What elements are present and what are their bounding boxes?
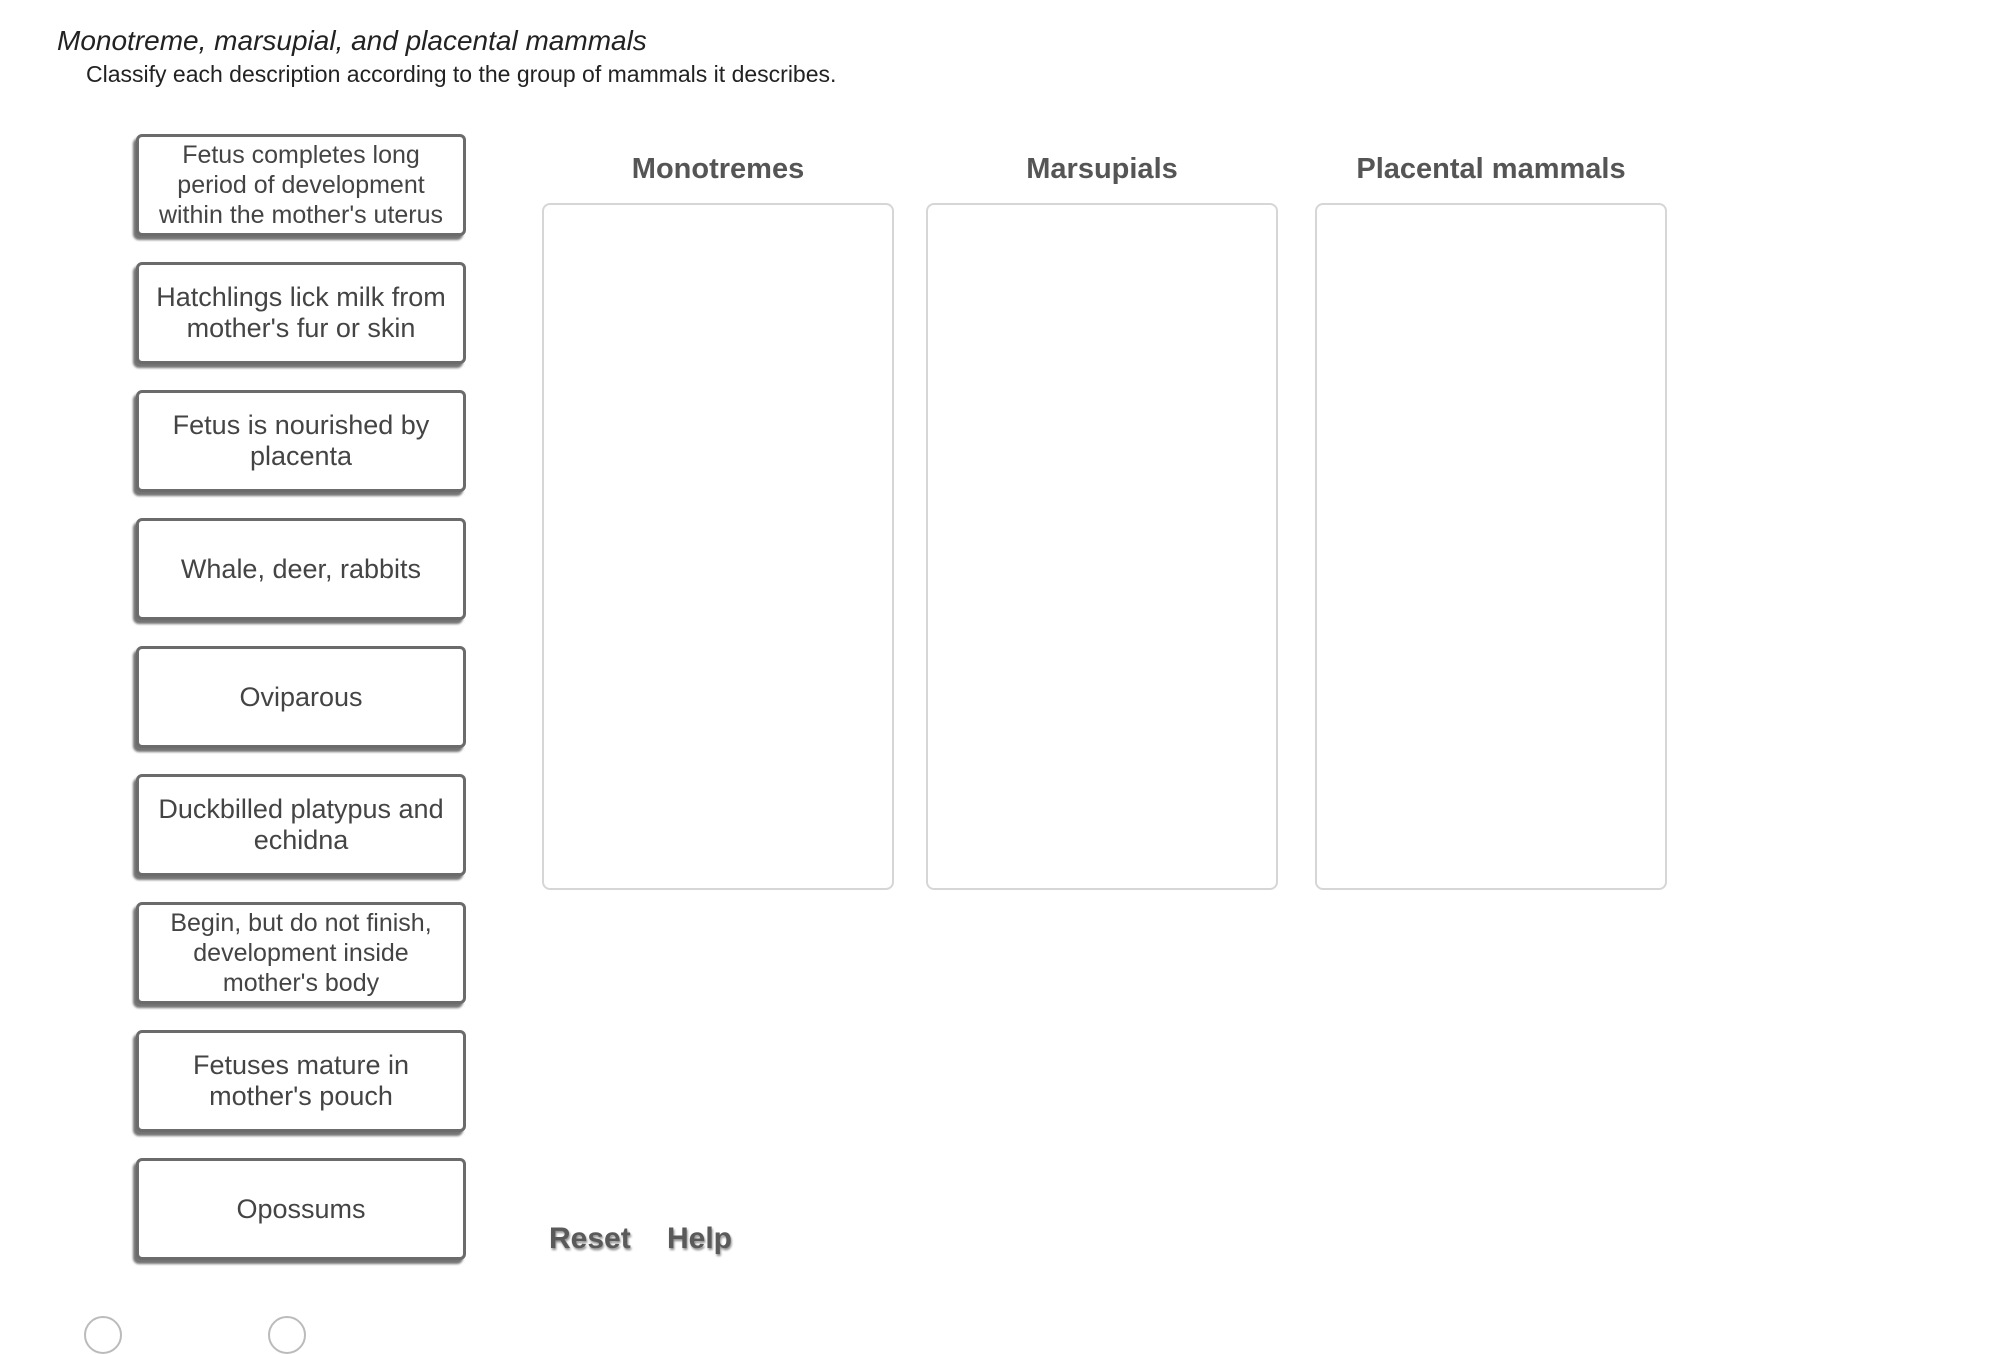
question-title: Monotreme, marsupial, and placental mammals [57,25,647,56]
partial-circle-icon [84,1316,122,1354]
card-label: Oviparous [239,681,363,712]
card-label: Opossums [236,1193,366,1224]
question-instructions: Classify each description according to the group of mammals it describes. [86,61,837,87]
help-button[interactable]: Help [667,1222,733,1255]
drop-zone-placental-mammals[interactable] [1315,203,1667,890]
draggable-card[interactable] [136,134,466,236]
drop-zone-marsupials[interactable] [926,203,1278,890]
draggable-card[interactable] [136,774,466,876]
partial-circle-icon [268,1316,306,1354]
card-label: Fetus is nourished by placenta [172,410,430,471]
bin-header-monotremes: Monotremes [631,153,805,185]
reset-button[interactable]: Reset [549,1222,631,1255]
draggable-card[interactable] [136,262,466,364]
card-label: Duckbilled platypus and echidna [158,794,444,855]
bin-header-marsupials: Marsupials [1026,153,1178,185]
draggable-card[interactable] [136,390,466,492]
draggable-card[interactable] [136,1158,466,1260]
bin-header-placental-mammals: Placental mammals [1356,153,1626,185]
card-label: Fetus completes long period of development within the mother's uterus [158,141,444,229]
card-label: Begin, but do not finish, development inside mother's body [170,909,432,997]
card-label: Hatchlings lick milk from mother's fur or skin [156,282,446,343]
card-label: Fetuses mature in mother's pouch [192,1050,410,1111]
draggable-card[interactable] [136,1030,466,1132]
draggable-card[interactable] [136,646,466,748]
card-label: Whale, deer, rabbits [180,553,422,584]
draggable-card[interactable] [136,518,466,620]
drop-zone-monotremes[interactable] [542,203,894,890]
draggable-card[interactable] [136,902,466,1004]
